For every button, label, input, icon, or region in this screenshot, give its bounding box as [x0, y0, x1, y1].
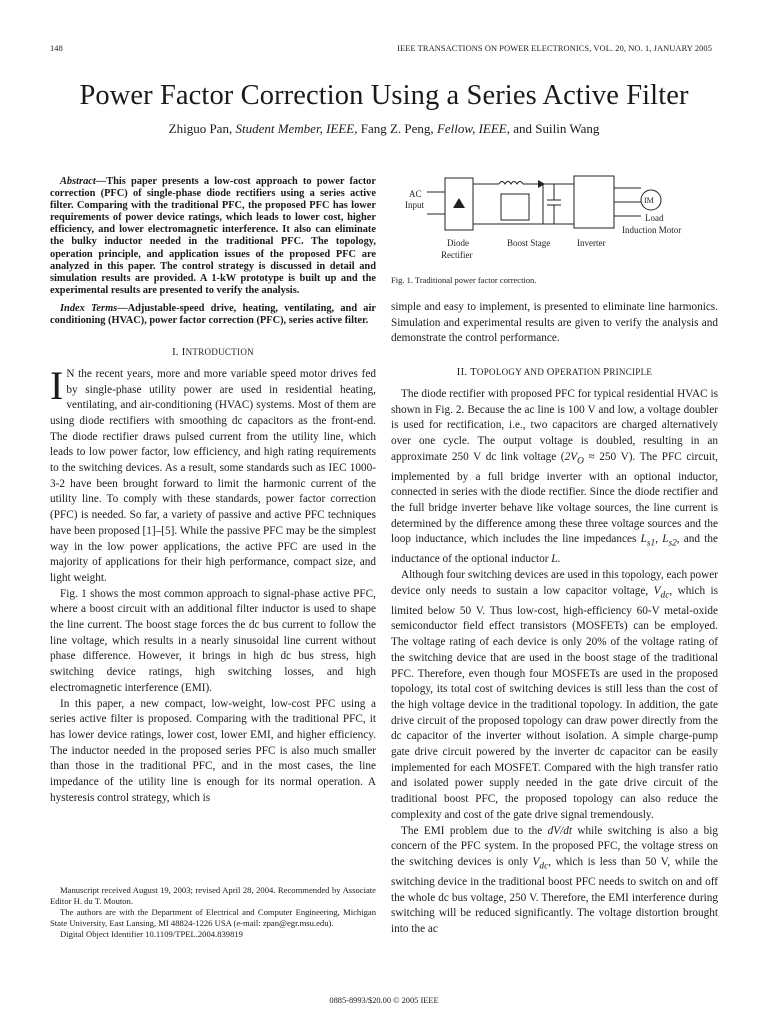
footnote-received: Manuscript received August 19, 2003; revised April 28, 2004. Recommended by Associate Editor H. du T. Mouton.: [50, 885, 376, 906]
section-heading-introduction: I. INTRODUCTION: [172, 347, 254, 359]
copyright-line: 0885-8993/$20.00 © 2005 IEEE: [329, 996, 439, 1005]
intro-paragraph-3: In this paper, a new compact, low-weight, low-cost PFC using a series active filter is proposed. Comparing with the traditional PFC, it has lower device ratings, lower cost, lower EMI, and higher efficiency. The inductor needed in the proposed series PFC is also much smaller than those in the traditional PFC, and in the most cases, the line impedance of the utility line is enough for its normal operation. A hysteresis control strategy, which is: [50, 697, 376, 804]
topology-paragraph-2: Although four switching devices are used in this topology, each power device only needs to sustain a low capacitor voltage, $V_{dc}$, which is limited below 50 V. Thus low-cost, high-efficiency 60-V metal-oxide semiconductor field effect transistors (MOSFETs) can be employed. The voltage rating of each device is only 20% of the voltage rating of the switching device that are used in the boost stage of the traditional PFC. Therefore, even though four MOSFETs are used in the proposed topology, its total cost of switching devices is still less than the cost of the high voltage device in the traditional topology. In addition, the gate drive circuit of the proposed topology can draw power directly from the dc capacitor of the inverter without isolation. A simple charge-pump gate drive circuit powered by the inverter dc capacitor can be easily implemented for each MOSFET. Compared with the high transfer ratio and isolated power supply needed in the gate drive circuit of the traditional boost PFC, the proposed topology can also reduce the complexity and cost of the gate drive signal tremendously.: [391, 569, 719, 821]
author-1-role: Student Member, IEEE: [235, 121, 355, 136]
index-terms: [50, 303, 376, 327]
figure-1-caption: Fig. 1. Traditional power factor correction.: [391, 275, 537, 285]
fig-label-load-2: Induction Motor: [622, 225, 682, 235]
abstract-label: Abstract: [60, 176, 96, 187]
author-2: , Fang Z. Peng,: [354, 121, 437, 136]
fig-ac-input-line1: AC: [409, 189, 422, 199]
drop-cap: I: [50, 362, 64, 408]
intro-paragraph-2: Fig. 1 shows the most common approach to signal-phase active PFC, where a boost circuit with an additional filter inductor is used to shape the line current. The boost stage forces the dc bus current to follow the line voltage, which results in a nearly sinusoidal line current without phase difference. However, it brings in high dc bus stress, high switching device ratings, high switching losses, and high electromagnetic interference (EMI).: [50, 587, 376, 694]
fig-label-boost: Boost Stage: [507, 238, 551, 248]
index-terms-label: Index Terms: [60, 302, 118, 314]
figure-1-diagram: [391, 170, 721, 292]
abstract-text: —This paper presents a low-cost approach to power factor correction (PFC) of single-phase diode rectifiers using a series active filter. Comparing with the traditional PFC, the proposed PFC has lower requirements of power device ratings, which leads to lower cost, higher efficiency, and lower electromagnetic interference. It also can eliminate the bulky inductor needed in the traditional PFC. The topology, operation principle, and application issues of the proposed PFC are analyzed in this paper. The control strategy is discussed in detail and simulation results are provided. A 1-kW prototype is built up and the experimental results are presented to verify the analysis.: [50, 176, 376, 296]
topology-paragraph-1: The diode rectifier with proposed PFC for typical residential HVAC is shown in Fig. 2. Because the ac line is 100 V and low, a voltage doubler is used for rectification, i.e., two capacitors are charged alternatively over one cycle. The output voltage is doubled, resulting in an approximate 250 V dc link voltage ($2V_O \approx 250$ V). The PFC circuit, implemented by a full bridge inverter with an optional inductor, connected in series with the diode rectifier. Since the diode rectifier and the full bridge inverter behave like voltage sources, the line current is determined by the difference among these three voltage sources and the loop inductance, which includes the line impedances $L_{s1}$, $L_{s2}$, and the inductance of the optional inductor L.: [391, 387, 718, 566]
fig-motor-label: IM: [644, 196, 654, 205]
section-heading-topology: II. TOPOLOGY AND OPERATION PRINCIPLE: [456, 367, 653, 379]
footnote-affiliation: The authors are with the Department of Electrical and Computer Engineering, Michigan State University, East Lansing, MI 48824-1226 USA (e-mail: zpan@egr.msu.edu).: [50, 906, 376, 928]
footnote-doi: Digital Object Identifier 10.1109/TPEL.2004.839819: [60, 928, 243, 939]
index-terms-text: —Adjustable-speed drive, heating, ventilating, and air conditioning (HVAC), power factor correction (PFC), series active filter.: [50, 302, 376, 327]
author-2-role: Fellow, IEEE: [436, 121, 507, 136]
intro-paragraph-1: I N the recent years, more and more variable speed motor drives fed by single-phase utility power are used in residential heating, ventilating, and air-conditioning (HVAC) systems. Most of them are using diode rectifiers with smoothing dc capacitors as the front-end. The diode rectifier draws pulsed current from the utility line, which leads to low power factor, low efficiency, and high rating requirements to the switching devices. As a result, some standards such as IEC 1000-3-2 have been brought forward to limit the harmonic current of the utility line. To comply with these standards, power factor correction (PFC) is needed. So far, a variety of passive and active PFC techniques have been proposed [1]–[5]. While the passive PFC may be the simplest way in the low power applications, the active PFC are used in the majority of applications for their high performance, compact size, and light weight.: [50, 362, 376, 584]
topology-paragraph-3: The EMI problem due to the dV/dt while switching is also a big concern of the PFC system. In the proposed PFC, the voltage stress on the switching devices is only $V_{dc}$, which is less than 50 V, while the switching device in the traditional boost PFC needs to switch on and off the whole dc bus voltage, 250 V. Therefore, the EMI interference during switching will be reduced significantly. The voltage distortion brought into the ac: [391, 824, 719, 936]
fig-ac-input-line2: Input: [405, 200, 424, 210]
fig-label-inverter: Inverter: [577, 238, 606, 248]
author-1: Zhiguo Pan,: [168, 121, 236, 136]
fig-label-diode-1: Diode: [447, 238, 469, 248]
fig-label-diode-2: Rectifier: [441, 250, 473, 260]
journal-header: IEEE TRANSACTIONS ON POWER ELECTRONICS, VOL. 20, NO. 1, JANUARY 2005: [397, 44, 712, 53]
footnotes: [50, 885, 376, 940]
right-column: [391, 300, 718, 938]
author-line: [0, 121, 768, 137]
left-column: [50, 176, 376, 807]
fig-label-load-1: Load: [645, 213, 664, 223]
intro-paragraph-3-continued: simple and easy to implement, is presented to eliminate line harmonics. Simulation and experimental results are given to verify the analysis and demonstrate the control performance.: [391, 301, 718, 345]
abstract: [50, 176, 376, 297]
page-number: 148: [50, 44, 63, 53]
author-3: , and Suilin Wang: [506, 121, 600, 136]
paper-title: Power Factor Correction Using a Series Active Filter: [79, 80, 689, 111]
